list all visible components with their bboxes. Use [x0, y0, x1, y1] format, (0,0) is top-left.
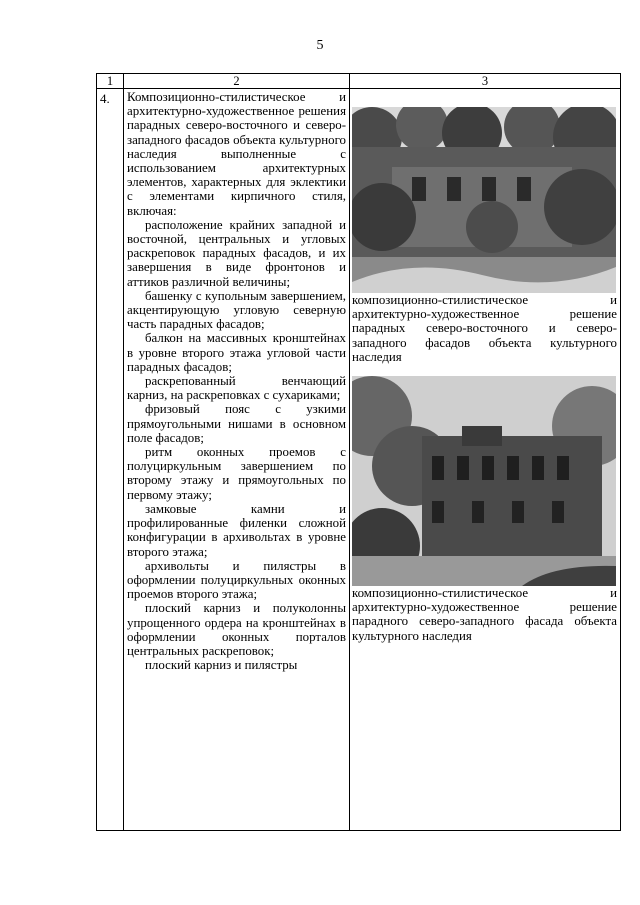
table-row	[97, 89, 621, 831]
description-item: замковые камни и профилированные филенки сложной конфигурации в архивольтах в уровне второго этажа;	[127, 501, 346, 559]
description-item: плоский карниз и полуколонны упрощенного ордера на кронштейнах в оформлении оконных порталов центральных раскреповок;	[127, 601, 346, 658]
row-number: 4.	[100, 91, 110, 106]
illustration-cell	[350, 89, 621, 831]
description-intro: Композиционно-стилистическое и архитектурно-художественное решения парадных северо-восточного и северо-западного фасадов объекта культурного наследия выполненные с использованием архитектурных элементов, характерных для эклектики с элементами кирпичного стиля, включая:	[127, 90, 346, 218]
header-col-1: 1	[97, 74, 124, 89]
description-cell	[124, 89, 350, 831]
row-number-cell	[97, 89, 124, 831]
description-item: ритм оконных проемов с полуциркульным завершением по второму этажу и прямоугольных по первому этажу;	[127, 445, 346, 502]
photo-caption-1: композиционно-стилистическое и архитектурно-художественное решение парадных северо-восточного и северо-западного фасадов объекта культурного наследия	[352, 293, 617, 364]
description-item: расположение крайних западной и восточной, центральных и угловых раскреповок парадных фасадов, и их завершения в виде фронтонов и аттиков различной величины;	[127, 217, 346, 289]
description-item: раскрепованный венчающий карниз, на раскреповках с сухариками;	[127, 374, 346, 403]
header-col-3: 3	[350, 74, 621, 89]
photo-caption-2: композиционно-стилистическое и архитектурно-художественное решение парадного северо-западного фасада объекта культурного наследия	[352, 586, 617, 643]
description-item: фризовый пояс с узкими прямоугольными нишами в основном поле фасадов;	[127, 402, 346, 445]
table-header-row	[97, 74, 621, 89]
description-item: архивольты и пилястры в оформлении полуциркульных оконных проемов второго этажа;	[127, 558, 346, 602]
page-number: 5	[316, 38, 324, 53]
description-item: балкон на массивных кронштейнах в уровне второго этажа угловой части парадных фасадов;	[127, 331, 346, 374]
facade-photo-1	[352, 107, 620, 293]
objects-table	[96, 73, 621, 831]
description-item: башенку с купольным завершением, акцентирующую угловую северную часть парадных фасадов;	[127, 288, 346, 332]
facade-photo-2	[352, 376, 620, 586]
description-item: плоский карниз и пилястры	[145, 658, 298, 673]
header-col-2: 2	[124, 74, 350, 89]
